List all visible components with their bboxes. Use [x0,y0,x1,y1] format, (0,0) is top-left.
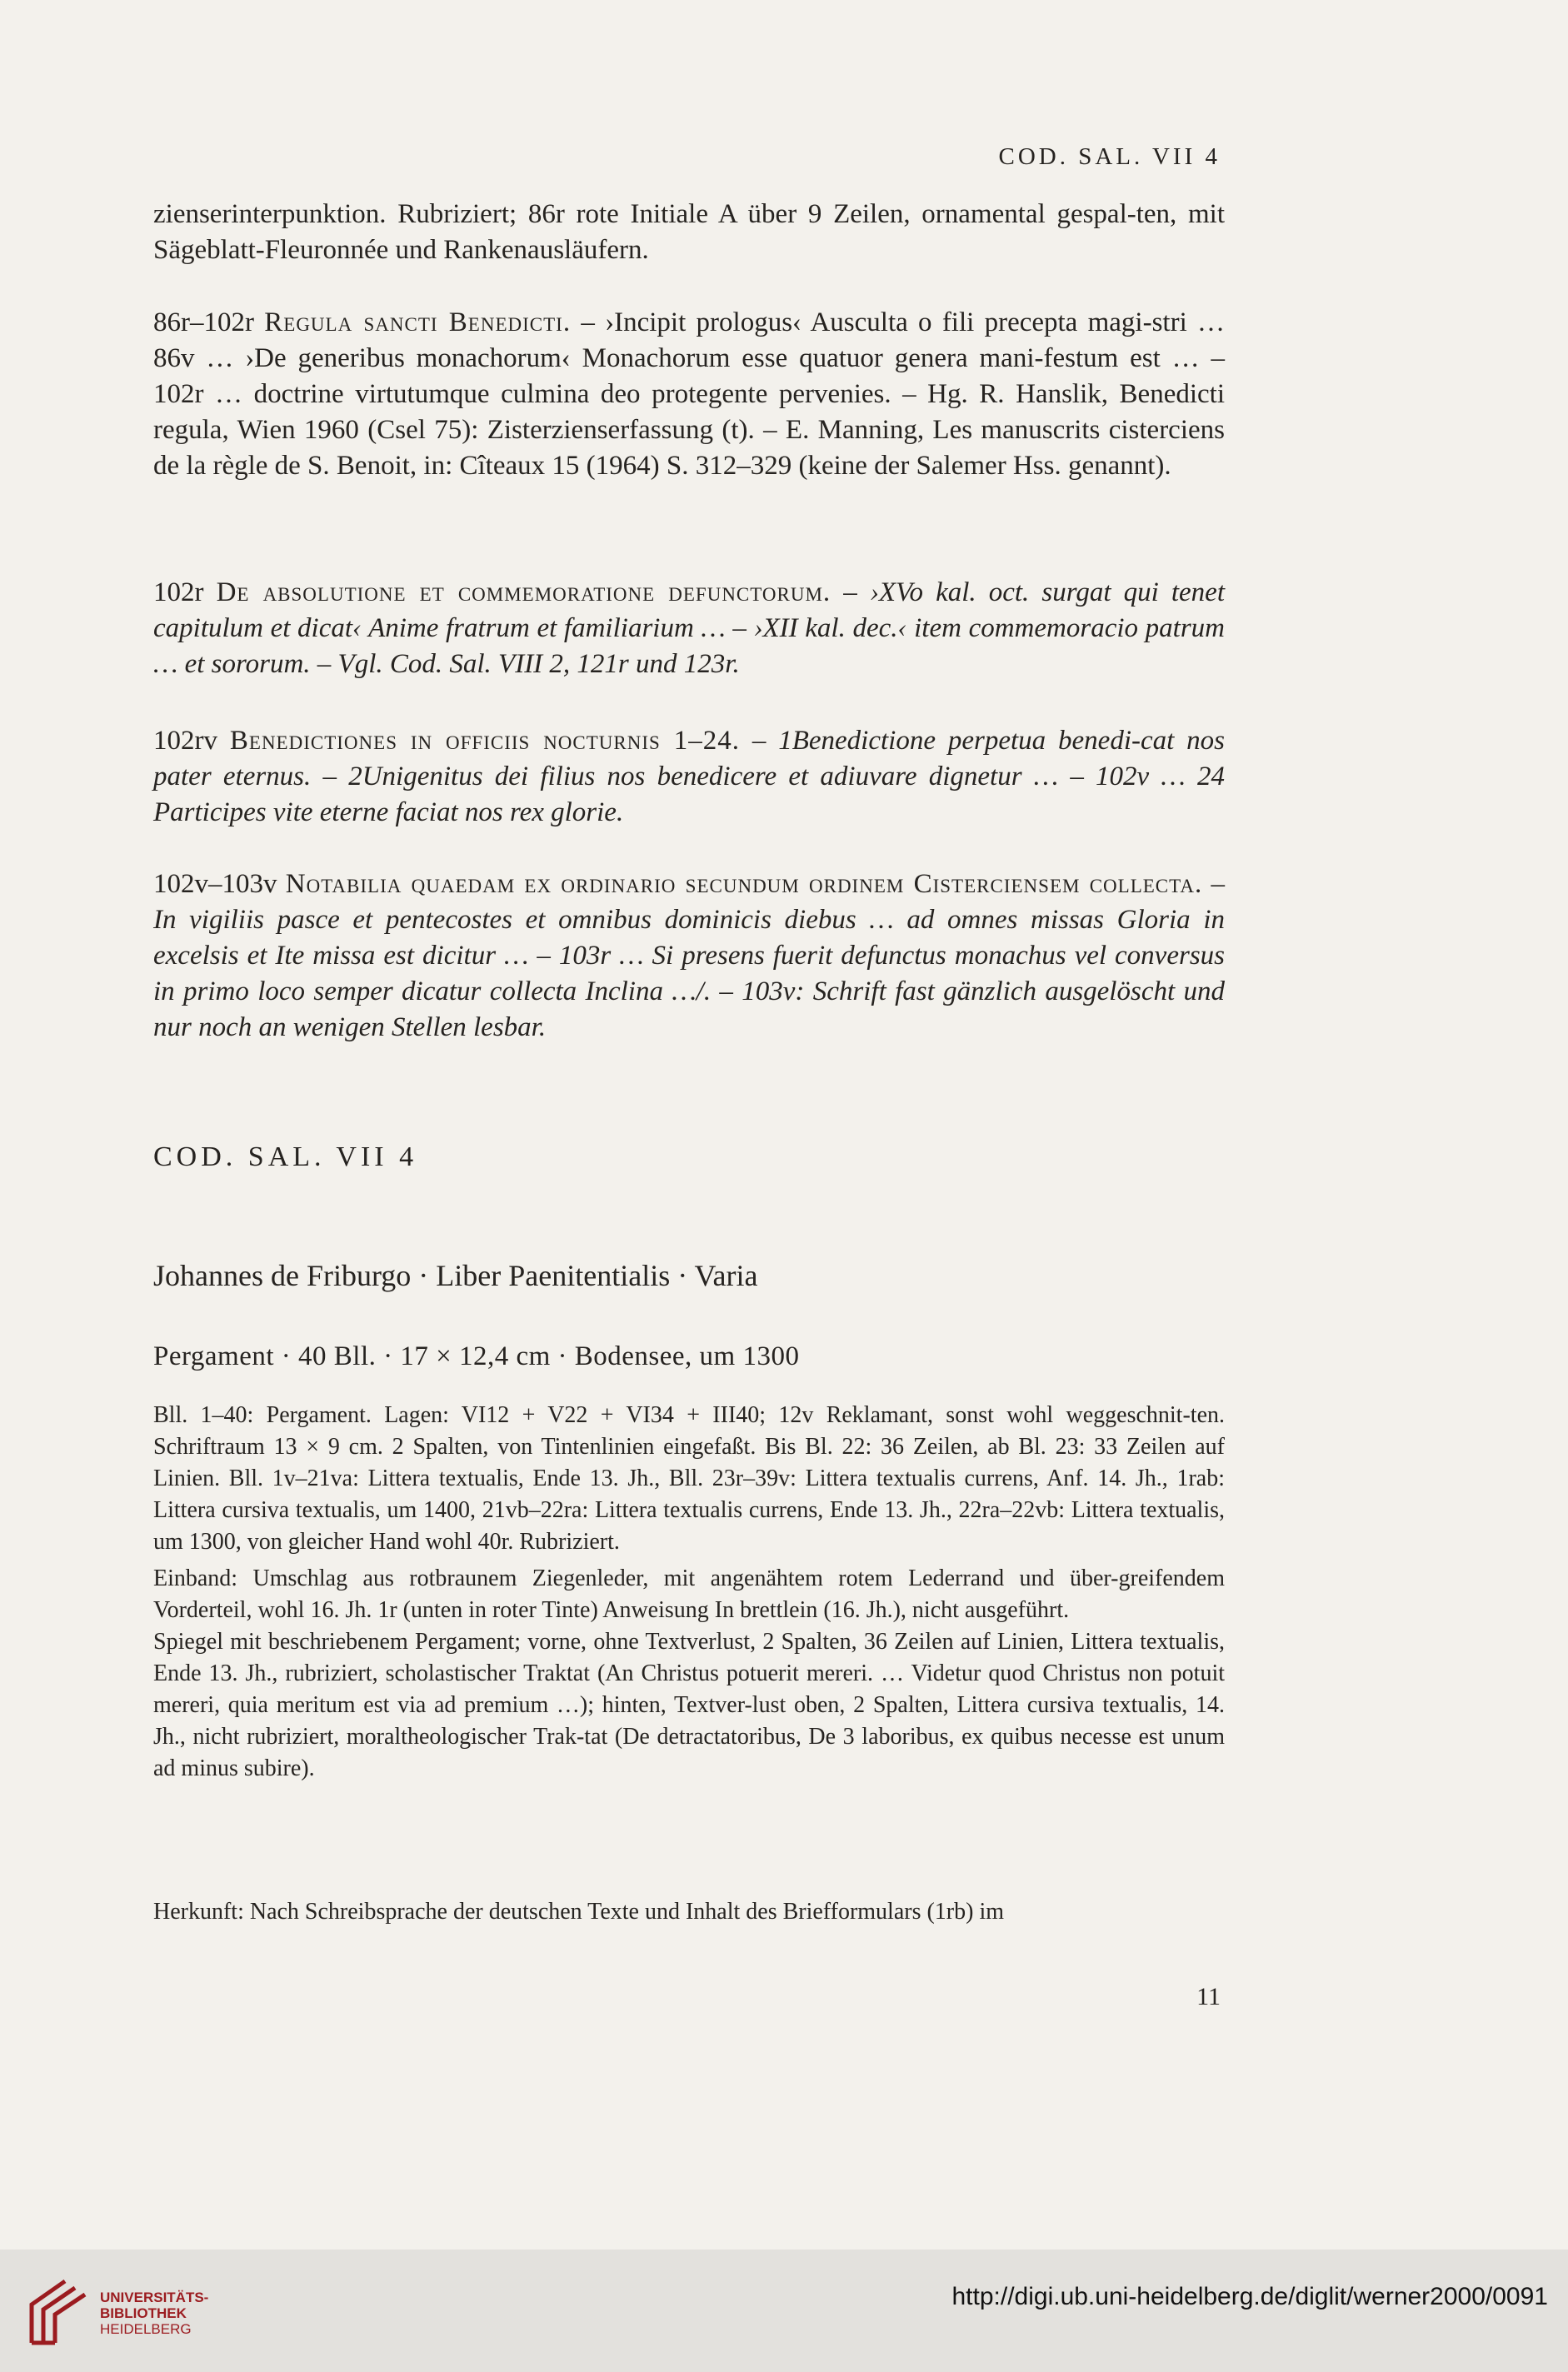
entry-body: – ›Incipit prologus‹ Ausculta o fili precepta magi-stri … 86v … ›De generibus monachorum‹ Monachorum esse quatuor genera mani-festum est … – 102r … doctrine virtutumque culmina deo protegente pervenies. – Hg. R. Hanslik, Benedicti regula, Wien 1960 (Csel 75): Zisterzienserfassung (t). – E. Manning, Les manuscrits cisterciens de la règle de S. Benoit, in: Cîteaux 15 (1964) S. 312–329 (keine der Salemer Hss. genannt). [153,307,1226,481]
entry-locus: 102v–103v [153,869,277,899]
entry-title: De absolutione et commemoratione defunctorum. [216,577,831,607]
entry-locus: 102rv [153,726,217,756]
codex-einband [153,1563,1225,1785]
source-url-link[interactable]: http://digi.ub.uni-heidelberg.de/diglit/werner2000/0091 [951,2283,1548,2310]
library-logo-icon [15,2271,95,2351]
entry-locus: 102r [153,577,204,607]
library-name [100,2290,208,2337]
codex-meta: Pergament · 40 Bll. · 17 × 12,4 cm · Bodensee, um 1300 [153,1341,800,1371]
library-name-line: BIBLIOTHEK [100,2305,187,2321]
codex-herkunft [153,1896,1225,1928]
entry-title: Regula sancti Benedicti. [264,307,572,337]
entry-title: Notabilia quaedam ex ordinario secundum ordinem Cisterciensem collecta. [285,869,1203,899]
entry-locus: 86r–102r [153,307,254,337]
entry-notabilia [153,866,1225,1046]
library-name-line: HEIDELBERG [100,2321,192,2337]
page-number: 11 [1196,1983,1221,2010]
entry-regula [153,305,1225,484]
footer-bar [0,2250,1568,2372]
entry-body: – 1Benedictione perpetua benedi-cat nos pater eternus. – 2Unigenitus dei filius nos benedicere et adiuvare dignetur … – 102v … 24 Participes vite eterne faciat nos rex glorie. [153,726,1226,827]
codex-description [153,1400,1225,1558]
herkunft-text: Herkunft: Nach Schreibsprache der deutschen Texte und Inhalt des Briefformulars (1rb) im [153,1899,1005,1925]
entry-body: – ›XVo kal. oct. surgat qui tenet capitulum et dicat‹ Anime fratrum et familiarium … – ›XII kal. dec.‹ item commemoracio patrum … et sororum. – Vgl. Cod. Sal. VIII 2, 121r und 123r. [153,577,1226,679]
entry-body: – In vigiliis pasce et pentecostes et omnibus dominicis diebus … ad omnes missas Gloria in excelsis et Ite missa est dicitur … – 103r … Si presens fuerit defunctus monachus vel conversus in primo loco semper dicatur collecta Inclina …/. – 103v: Schrift fast gänzlich ausgelöscht und nur noch an wenigen Stellen lesbar. [153,869,1225,1042]
library-name-line: UNIVERSITÄTS- [100,2290,209,2305]
spiegel-text: Spiegel mit beschriebenem Pergament; vorne, ohne Textverlust, 2 Spalten, 36 Zeilen auf Linien, Littera textualis, Ende 13. Jh., rubriziert, scholastischer Traktat (An Christus potuerit mereri. … Videtur quod Christus non potuit mereri, quia meritum est via ad premium …); hinten, Textver-lust oben, 2 Spalten, Littera cursiva textualis, 14. Jh., nicht rubriziert, moraltheologischer Trak-tat (De detractatoribus, De 3 laboribus, ex quibus necesse est unum ad minus subire). [153,1629,1225,1781]
codex-heading: COD. SAL. VII 4 [153,1141,418,1172]
einband-text: Einband: Umschlag aus rotbraunem Ziegenleder, mit angenähtem rotem Lederrand und über-greifendem Vorderteil, wohl 16. Jh. 1r (unten in roter Tinte) Anweisung In brettlein (16. Jh.), nicht ausgeführt. [153,1566,1225,1623]
entry-absolutione [153,575,1225,682]
codex-description-text: Bll. 1–40: Pergament. Lagen: VI12 + V22 + VI34 + III40; 12v Reklamant, sonst wohl weggeschnit-ten. Schriftraum 13 × 9 cm. 2 Spalten, von Tintenlinien eingefaßt. Bis Bl. 22: 36 Zeilen, ab Bl. 23: 33 Zeilen auf Linien. Bll. 1v–21va: Littera textualis, Ende 13. Jh., Bll. 23r–39v: Littera textualis currens, Anf. 14. Jh., 1rab: Littera cursiva textualis, um 1400, 21vb–22ra: Littera textualis currens, Ende 13. Jh., 22ra–22vb: Littera textualis, um 1300, von gleicher Hand wohl 40r. Rubriziert. [153,1402,1225,1555]
entry-benedictiones [153,723,1225,831]
intro-paragraph [153,197,1225,268]
intro-text: zienserinterpunktion. Rubriziert; 86r rote Initiale A über 9 Zeilen, ornamental gespal-ten, mit Sägeblatt-Fleuronnée und Rankenausläufern. [153,199,1225,265]
entry-title: Benedictiones in officiis nocturnis 1–24. [229,726,740,756]
running-head: COD. SAL. VII 4 [998,143,1221,170]
codex-title: Johannes de Friburgo · Liber Paenitentialis · Varia [153,1259,758,1292]
